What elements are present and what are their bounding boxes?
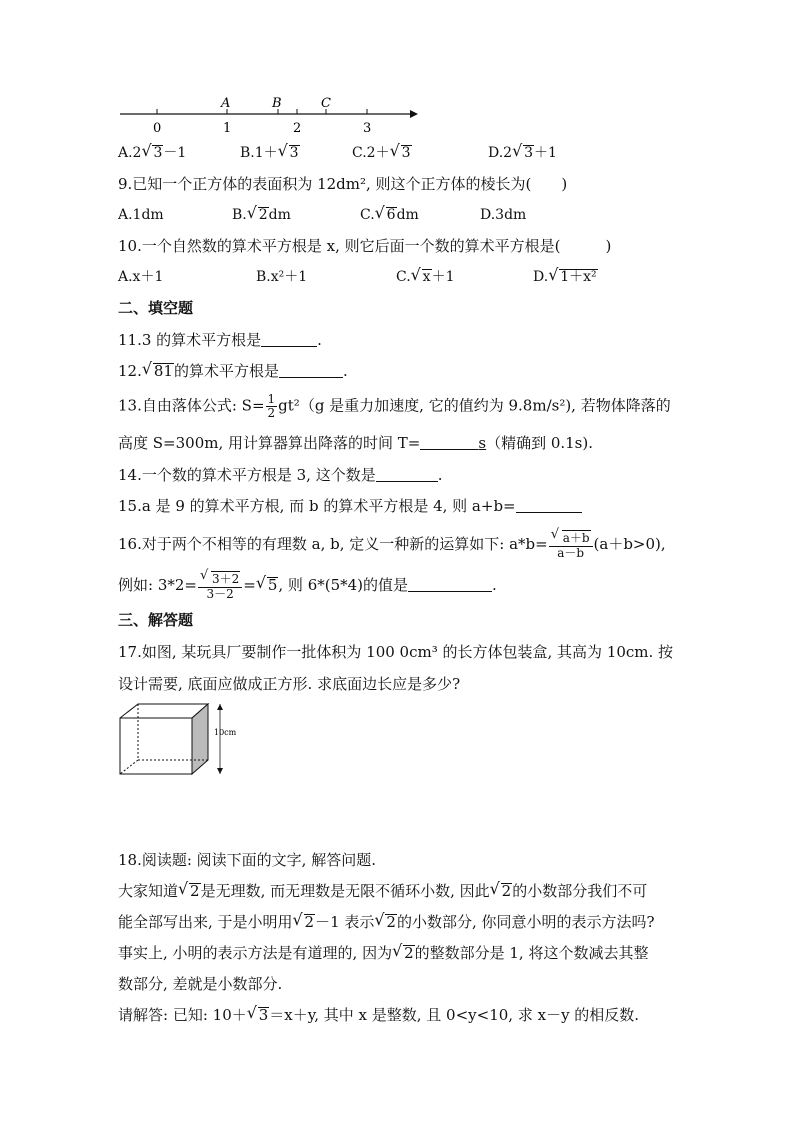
point-label-c: C [321, 96, 331, 111]
q18-line2: 能全部写出来, 于是小明用 √ 2－1 表示 √ 2的小数部分, 你同意小明的表示方法吗? [118, 910, 655, 931]
q17-line1: 17.如图, 某玩具厂要制作一批体积为 100 0cm³ 的长方体包装盒, 其高为 10cm. 按 [118, 643, 674, 661]
q18-line4: 数部分, 差就是小数部分. [118, 975, 283, 993]
q13-answer-blank[interactable] [420, 433, 478, 450]
number-line-arrow [410, 110, 418, 118]
q8-option-d: D.2 √ 3＋1 [488, 141, 557, 161]
q14-question: 14.一个数的算术平方根是 3, 这个数是 . [118, 466, 443, 484]
q10-option-c: C. √ x＋1 [396, 265, 455, 285]
q16-line2: 例如: 3*2= √ 3＋2 3－2 = √ 5, 则 6*(5*4)的值是 . [118, 568, 497, 601]
q8-option-b: B.1＋ √ 3 [240, 141, 299, 161]
q13-line2: 高度 S=300m, 用计算器算出降落的时间 T= s（精确到 0.1s). [118, 434, 594, 452]
q15-answer-blank[interactable] [516, 496, 582, 513]
q11-answer-blank[interactable] [261, 330, 317, 347]
q9-question: 9.已知一个正方体的表面积为 12dm², 则这个正方体的棱长为( ) [118, 175, 568, 193]
q10-option-d: D. √ 1＋x² [533, 265, 597, 285]
point-label-a: A [221, 96, 231, 111]
q18-line3: 事实上, 小明的表示方法是有道理的, 因为 √ 2的整数部分是 1, 将这个数减去其整 [118, 941, 649, 962]
q12-question: 12. √ 81的算术平方根是 . [118, 359, 348, 380]
tick-label-2: 2 [293, 121, 302, 136]
section-fill-in-heading: 二、填空题 [118, 299, 194, 317]
height-dim-arrow-bottom [217, 768, 223, 774]
q10-option-b: B.x²＋1 [256, 269, 308, 285]
box-hidden-edge-diagonal [120, 760, 138, 774]
q11-question: 11.3 的算术平方根是 . [118, 331, 322, 349]
q8-option-c: C.2＋ √ 3 [352, 141, 411, 161]
q18-line1: 大家知道 √ 2是无理数, 而无理数是无限不循环小数, 因此 √ 2的小数部分我们不可 [118, 879, 648, 900]
q17-line2: 设计需要, 底面应做成正方形. 求底面边长应是多少? [118, 675, 461, 693]
tick-label-0: 0 [153, 121, 162, 136]
tick-label-3: 3 [363, 121, 372, 136]
box-figure [116, 700, 256, 780]
q18-title: 18.阅读题: 阅读下面的文字, 解答问题. [118, 851, 376, 869]
tick-label-1: 1 [223, 121, 232, 136]
q9-option-c: C. √ 6dm [360, 203, 419, 223]
q9-option-d: D.3dm [480, 207, 527, 223]
number-line-figure [110, 92, 430, 138]
q14-answer-blank[interactable] [376, 465, 438, 482]
q15-question: 15.a 是 9 的算术平方根, 而 b 的算术平方根是 4, 则 a+b= [118, 496, 582, 516]
point-label-b: B [272, 96, 282, 111]
box-side-face [192, 704, 208, 774]
q16-answer-blank[interactable] [408, 575, 492, 592]
q13-line1: 13.自由落体公式: S= $\frac{1}{2}$ gt²（g 是重力加速度, 它的值约为 9.8m/s²), 若物体降落的 [118, 392, 671, 420]
q8-option-a: A.2 √ 3－1 [118, 141, 187, 161]
q10-option-a: A.x＋1 [118, 269, 164, 285]
q18-line5: 请解答: 已知: 10＋ √ 3＝x＋y, 其中 x 是整数, 且 0<y<10, 求 x－y 的相反数. [118, 1003, 640, 1024]
q16-line1: 16.对于两个不相等的有理数 a, b, 定义一种新的运算如下: a*b= √ a＋b a－b (a＋b>0), [118, 527, 666, 560]
q12-answer-blank[interactable] [279, 361, 343, 378]
q9-option-b: B. √ 2dm [232, 203, 291, 223]
height-dim-arrow-top [217, 704, 223, 710]
q9-option-a: A.1dm [118, 207, 164, 223]
section-solution-heading: 三、解答题 [118, 611, 194, 629]
height-label: 10cm [214, 728, 237, 737]
q10-question: 10.一个自然数的算术平方根是 x, 则它后面一个数的算术平方根是( ) [118, 237, 612, 255]
